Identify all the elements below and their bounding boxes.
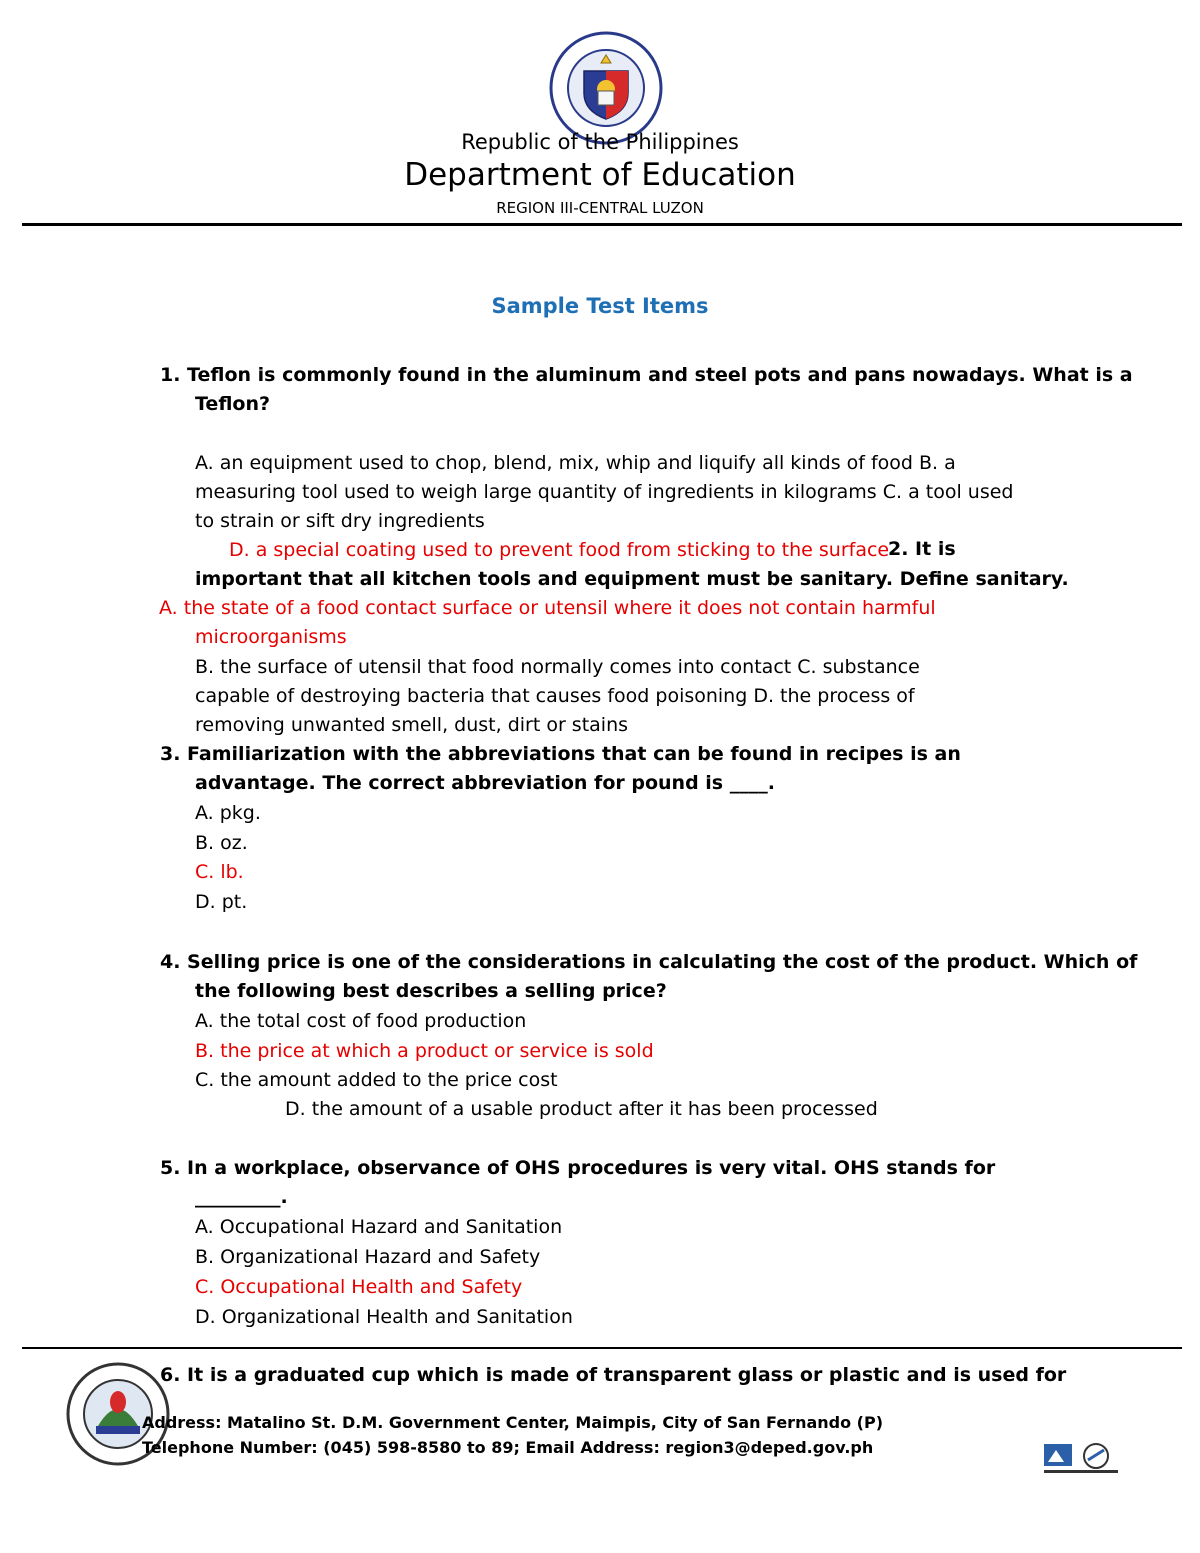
text-line: C. the amount added to the price cost: [195, 1069, 558, 1091]
text-line: advantage. The correct abbreviation for pound is ____.: [195, 772, 775, 794]
text-line: D. a special coating used to prevent food from sticking to the surface: [229, 539, 890, 561]
text-line: Teflon?: [195, 393, 271, 415]
text-line: the following best describes a selling price?: [195, 980, 667, 1002]
region-heading: REGION III-CENTRAL LUZON: [496, 199, 704, 217]
text-line: 6. It is a graduated cup which is made of transparent glass or plastic and is used for: [160, 1364, 1067, 1386]
text-line: B. the surface of utensil that food normally comes into contact C. substance: [195, 656, 920, 678]
text-line: B. the price at which a product or service is sold: [195, 1040, 654, 1062]
text-line: A. Occupational Hazard and Sanitation: [195, 1216, 563, 1238]
text-line: capable of destroying bacteria that causes food poisoning D. the process of: [195, 685, 915, 707]
header-divider: [22, 223, 1182, 226]
footer-divider: [22, 1347, 1182, 1349]
text-line: removing unwanted smell, dust, dirt or stains: [195, 714, 629, 736]
text-line: C. lb.: [195, 861, 244, 883]
text-line: D. pt.: [195, 891, 248, 913]
question-2-number: 2. It is: [888, 538, 956, 560]
text-line: C. Occupational Health and Safety: [195, 1276, 523, 1298]
text-line: important that all kitchen tools and equipment must be sanitary. Define sanitary.: [195, 568, 1069, 590]
text-line: measuring tool used to weigh large quantity of ingredients in kilograms C. a tool used: [195, 481, 1014, 503]
text-line: B. oz.: [195, 832, 248, 854]
text-line: D. Organizational Health and Sanitation: [195, 1306, 573, 1328]
page-title: Sample Test Items: [491, 294, 709, 318]
text-line: A. an equipment used to chop, blend, mix, whip and liquify all kinds of food B. a: [195, 452, 956, 474]
text-line: B. Organizational Hazard and Safety: [195, 1246, 541, 1268]
text-line: 3. Familiarization with the abbreviations that can be found in recipes is an: [160, 743, 961, 765]
footer-telephone: Telephone Number: (045) 598-8580 to 89; Email Address: region3@deped.gov.ph: [142, 1438, 874, 1457]
text-line: 5. In a workplace, observance of OHS procedures is very vital. OHS stands for: [160, 1157, 996, 1179]
department-heading: Department of Education: [404, 157, 796, 193]
iso-certification-logo: [1042, 1440, 1120, 1476]
text-line: microorganisms: [195, 626, 347, 648]
text-line: A. the state of a food contact surface or utensil where it does not contain harmful: [159, 597, 936, 619]
republic-heading: Republic of the Philippines: [461, 130, 739, 154]
text-line: 4. Selling price is one of the considerations in calculating the cost of the product. Which of: [160, 951, 1138, 973]
text-line: A. the total cost of food production: [195, 1010, 527, 1032]
text-line: _________.: [195, 1186, 288, 1208]
deped-seal-logo: [549, 31, 663, 145]
text-line: 1. Teflon is commonly found in the aluminum and steel pots and pans nowadays. What is a: [160, 364, 1133, 386]
footer-address: Address: Matalino St. D.M. Government Center, Maimpis, City of San Fernando (P): [142, 1413, 884, 1432]
text-line: D. the amount of a usable product after it has been processed: [285, 1098, 878, 1120]
text-line: to strain or sift dry ingredients: [195, 510, 485, 532]
text-line: A. pkg.: [195, 802, 261, 824]
